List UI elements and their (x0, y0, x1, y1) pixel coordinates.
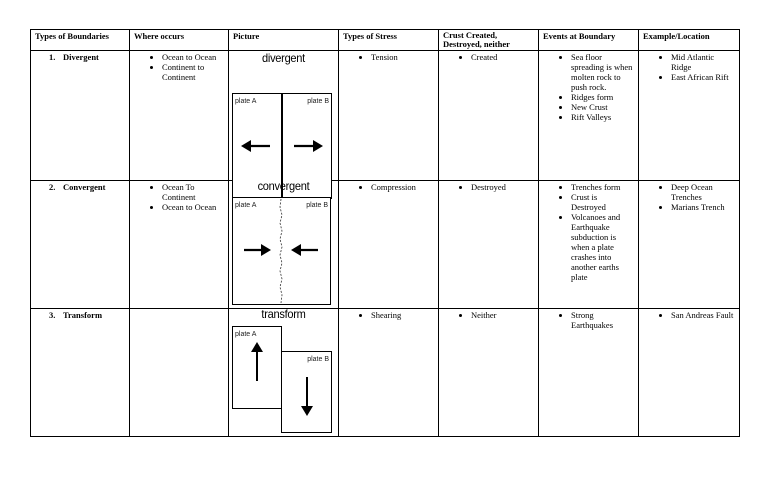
list-item: • Marians Trench (671, 202, 735, 212)
list-item: • Shearing (371, 310, 434, 320)
list-item: • Rift Valleys (571, 112, 634, 122)
down-arrow-icon (301, 376, 313, 416)
boundary-type-label: Transform (63, 310, 103, 320)
example-cell (639, 51, 740, 181)
header-example-location: Example/Location (639, 30, 740, 51)
events-cell (539, 51, 639, 181)
stress-cell (339, 309, 439, 437)
row-number: 1. (49, 52, 56, 62)
table-row-convergent (31, 181, 740, 309)
boundary-type-label: Divergent (63, 52, 99, 62)
plate-a-label: plate A (235, 98, 257, 105)
header-row (31, 30, 740, 51)
list-item: • Compression (371, 182, 434, 192)
table-row-divergent (31, 51, 740, 181)
list-item: • Sea floor spreading is when molten rock to push rock. (571, 52, 634, 92)
list-item: • Mid Atlantic Ridge (671, 52, 735, 72)
example-cell (639, 181, 740, 309)
events-cell (539, 181, 639, 309)
diagram-title: transform (261, 307, 306, 321)
header-where-occurs: Where occurs (130, 30, 229, 51)
stress-cell (339, 51, 439, 181)
plate-b-label: plate B (307, 98, 329, 105)
plate-boundaries-table (30, 29, 740, 437)
plate-b-label: plate B (306, 202, 328, 209)
list-item: • Strong Earthquakes (571, 310, 634, 330)
list-item: • Ocean To Continent (162, 182, 224, 202)
list-item: • San Andreas Fault (671, 310, 735, 320)
crust-cell (439, 51, 539, 181)
up-arrow-icon (251, 342, 263, 382)
crust-cell (439, 181, 539, 309)
list-item: • Tension (371, 52, 434, 62)
left-arrow-icon (241, 140, 271, 152)
boundary-type-cell (31, 181, 130, 309)
list-item: • Ocean to Ocean (162, 52, 224, 62)
fault-line-icon (276, 199, 286, 303)
list-item: • Ocean to Ocean (162, 202, 224, 212)
list-item: • Continent to Continent (162, 62, 224, 82)
header-picture: Picture (229, 30, 339, 51)
list-item: • Trenches form (571, 182, 634, 192)
list-item: • Volcanoes and Earthquake subduction is when a plate crashes into another earths plate (571, 212, 634, 282)
right-arrow-icon (293, 140, 323, 152)
row-number: 3. (49, 310, 56, 320)
boundary-type-label: Convergent (63, 182, 106, 192)
list-item: • Neither (471, 310, 534, 320)
list-item: • East African Rift (671, 72, 735, 82)
plate-a-label: plate A (235, 202, 257, 209)
list-item: • New Crust (571, 102, 634, 112)
boundary-type-cell (31, 51, 130, 181)
header-crust: Crust Created, Destroyed, neither (439, 30, 539, 51)
picture-cell-divergent (229, 51, 339, 181)
stress-cell (339, 181, 439, 309)
list-item: • Crust is Destroyed (571, 192, 634, 212)
list-item: • Created (471, 52, 534, 62)
list-item: • Ridges form (571, 92, 634, 102)
table-row-transform (31, 309, 740, 437)
plate-a-label: plate A (235, 331, 257, 338)
where-occurs-cell (130, 309, 229, 437)
events-cell (539, 309, 639, 437)
header-types-of-boundaries: Types of Boundaries (31, 30, 130, 51)
plate-b-label: plate B (307, 356, 329, 363)
left-arrow-icon (291, 244, 319, 256)
right-arrow-icon (243, 244, 271, 256)
picture-cell-convergent (229, 181, 339, 309)
list-item: • Deep Ocean Trenches (671, 182, 735, 202)
example-cell (639, 309, 740, 437)
picture-cell-transform (229, 309, 339, 437)
diagram-title: convergent (257, 179, 310, 193)
header-types-of-stress: Types of Stress (339, 30, 439, 51)
header-events: Events at Boundary (539, 30, 639, 51)
row-number: 2. (49, 182, 56, 192)
list-item: • Destroyed (471, 182, 534, 192)
boundary-type-cell (31, 309, 130, 437)
diagram-title: divergent (262, 51, 305, 65)
crust-cell (439, 309, 539, 437)
where-occurs-cell (130, 181, 229, 309)
where-occurs-cell (130, 51, 229, 181)
